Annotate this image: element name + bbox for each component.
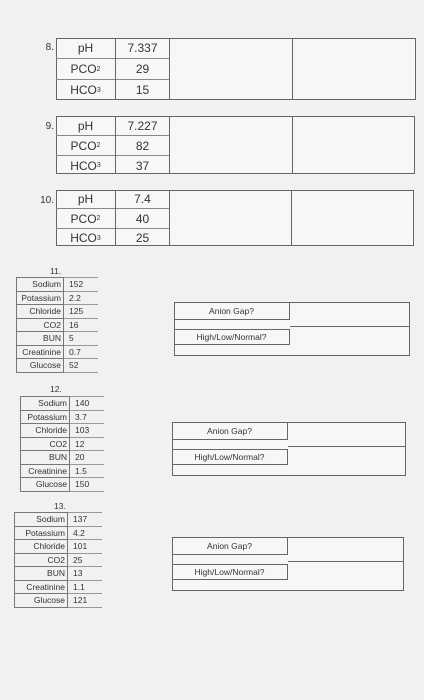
high-low-normal-label: High/Low/Normal? [172, 564, 288, 580]
analyte-values: 140 3.7 103 12 20 1.5 150 [70, 396, 104, 492]
ph-label: pH [56, 38, 115, 59]
analyte-names: Sodium Potassium Chloride CO2 BUN Creatinine Glucose [20, 396, 70, 492]
answer-cell[interactable] [170, 116, 293, 174]
answer-cell[interactable] [292, 190, 414, 246]
hco3-label: HCO 3 [70, 83, 101, 97]
answer-cell[interactable] [293, 38, 416, 100]
problem-number: 11. [50, 266, 62, 276]
high-low-normal-answer[interactable] [288, 564, 404, 591]
anion-gap-answer[interactable] [288, 537, 404, 562]
high-low-normal-label: High/Low/Normal? [174, 329, 290, 345]
pco2-label: PCO 2 [56, 59, 115, 80]
hco3-value: 37 [135, 158, 150, 173]
problem-number: 8. [45, 42, 54, 53]
hco3-value: 15 [135, 83, 150, 97]
problem-number: 13. [54, 501, 66, 511]
high-low-normal-label: High/Low/Normal? [172, 449, 288, 465]
high-low-normal-answer[interactable] [288, 449, 406, 476]
analyte-names: Sodium Potassium Chloride CO2 BUN Creatinine Glucose [14, 512, 68, 608]
anion-gap-answer[interactable] [288, 422, 406, 447]
high-low-normal-answer[interactable] [290, 329, 410, 356]
pco2-value: 29 [116, 59, 169, 80]
hco3-label: HCO 3 [70, 158, 101, 173]
answer-cell[interactable] [293, 116, 415, 174]
ph-value: 7.227 [116, 116, 169, 136]
ph-label: pH [56, 190, 115, 209]
answer-cell[interactable] [170, 38, 293, 100]
pco2-value: 40 [116, 209, 169, 229]
hco3-value: 25 [135, 231, 150, 245]
anion-gap-label: Anion Gap? [174, 302, 290, 320]
analyte-names: Sodium Potassium Chloride CO2 BUN Creatinine Glucose [16, 277, 64, 373]
ph-value: 7.337 [116, 38, 169, 59]
anion-gap-answer[interactable] [290, 302, 410, 327]
anion-gap-label: Anion Gap? [172, 422, 288, 440]
anion-gap-label: Anion Gap? [172, 537, 288, 555]
analyte-values: 152 2.2 125 16 5 0.7 52 [64, 277, 98, 373]
analyte-values: 137 4.2 101 25 13 1.1 121 [68, 512, 102, 608]
pco2-label: PCO 2 [56, 209, 115, 229]
ph-value: 7.4 [116, 190, 169, 209]
problem-number: 9. [45, 121, 54, 132]
hco3-label: HCO 3 [70, 231, 101, 245]
problem-number: 12. [50, 384, 62, 394]
problem-number: 10. [40, 195, 54, 206]
pco2-value: 82 [116, 136, 169, 156]
pco2-label: PCO 2 [56, 136, 115, 156]
ph-label: pH [56, 116, 115, 136]
answer-cell[interactable] [170, 190, 292, 246]
